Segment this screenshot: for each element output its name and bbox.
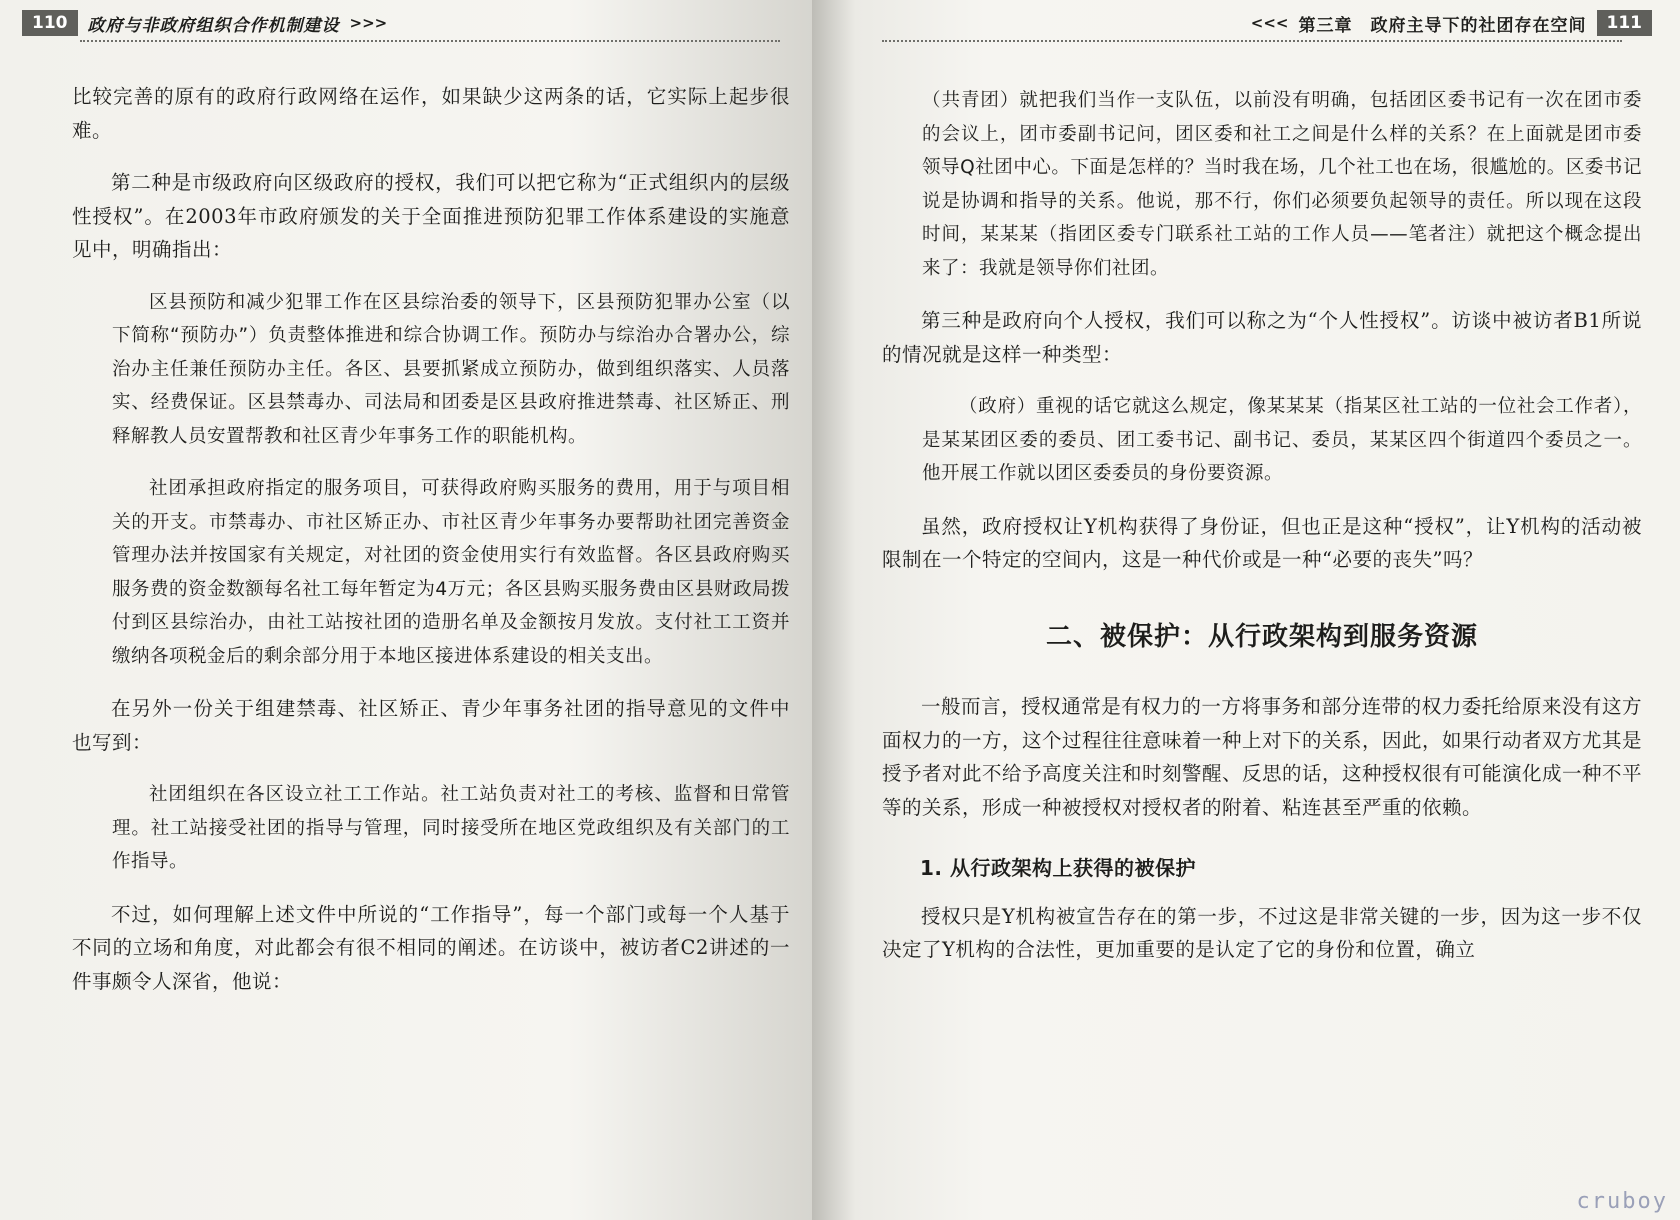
block-quote: 社团承担政府指定的服务项目，可获得政府购买服务的费用，用于与项目相关的开支。市禁毒办、市社区矫正办、市社区青少年事务办要帮助社团完善资金管理办法并按国家有关规定，对社团的资金使用实行有效监督。各区县政府购买服务费的资金数额每名社工每年暂定为4万元；各区县购买服务费由区县财政局拨付到区县综治办，由社工站按社团的造册名单及金额按月发放。支付社工工资并缴纳各项税金后的剩余部分用于本地区接进体系建设的相关支出。 [112,478,790,667]
left-page-number: 110 [22,10,78,36]
right-page-body [882,84,1642,986]
left-header-rule [80,40,780,42]
right-page-number: 111 [1597,10,1653,36]
right-page-header [1251,10,1652,36]
paragraph: 授权只是Y机构被宣告存在的第一步，不过这是非常关键的一步，因为这一步不仅决定了Y机构的合法性，更加重要的是认定了它的身份和位置，确立 [882,904,1642,961]
paragraph: 一般而言，授权通常是有权力的一方将事务和部分连带的权力委托给原来没有这方面权力的一方，这个过程往往意味着一种上对下的关系，因此，如果行动者双方尤其是授予者对此不给予高度关注和时刻警醒、反思的话，这种授权很有可能演化成一种不平等的关系，形成一种被授权对授权者的附着、粘连甚至严重的依赖。 [882,695,1643,819]
block-quote: 区县预防和减少犯罪工作在区县综治委的领导下，区县预防犯罪办公室（以下简称“预防办”）负责整体推进和综合协调工作。预防办与综治办合署办公，综治办主任兼任预防办主任。各区、县要抓紧成立预防办，做到组织落实、人员落实、经费保证。区县禁毒办、司法局和团委是区县政府推进禁毒、社区矫正、刑释解教人员安置帮教和社区青少年事务工作的职能机构。 [112,291,790,447]
block-quote: 社团组织在各区设立社工工作站。社工站负责对社工的考核、监督和日常管理。社工站接受社团的指导与管理，同时接受所在地区党政组织及有关部门的工作指导。 [112,784,790,872]
right-header-rule [882,40,1622,42]
left-page-body [72,80,790,1017]
left-page-header [22,10,387,36]
right-page [812,0,1680,1220]
block-quote: （政府）重视的话它就这么规定，像某某某（指某区社工站的一位社会工作者），是某某团区委的委员、团工委书记、副书记、委员，某某区四个街道四个委员之一。他开展工作就以团区委委员的身份要资源。 [922,396,1642,484]
left-page [0,0,812,1220]
section-title: 二、被保护：从行政架构到服务资源 [1045,621,1478,652]
left-running-title: 政府与非政府组织合作机制建设 [87,15,340,36]
subsection-title: 1. 从行政架构上获得的被保护 [920,856,1196,880]
paragraph: 第二种是市级政府向区级政府的授权，我们可以把它称为“正式组织内的层级性授权”。在2003年市政府颁发的关于全面推进预防犯罪工作体系建设的实施意见中，明确指出： [72,171,790,261]
paragraph: 虽然，政府授权让Y机构获得了身份证，但也正是这种“授权”，让Y机构的活动被限制在一个特定的空间内，这是一种代价或是一种“必要的丧失”吗？ [882,514,1642,571]
right-running-title: 第三章 政府主导下的社团存在空间 [1298,15,1587,36]
paragraph: 第三种是政府向个人授权，我们可以称之为“个人性授权”。访谈中被访者B1所说的情况就是这样一种类型： [882,309,1642,366]
right-header-mark: <<< [1250,14,1289,32]
paragraph: 不过，如何理解上述文件中所说的“工作指导”，每一个部门或每一个人基于不同的立场和角度，对此都会有很不相同的阐述。在访谈中，被访者C2讲述的一件事颇令人深省，他说： [72,902,790,993]
left-header-mark: >>> [349,14,388,32]
paragraph: 比较完善的原有的政府行政网络在运作，如果缺少这两条的话，它实际上起步很难。 [72,85,790,142]
block-quote: （共青团）就把我们当作一支队伍，以前没有明确，包括团区委书记有一次在团市委的会议上，团市委副书记问，团区委和社工之间是什么样的关系？在上面就是团市委领导Q社团中心。下面是怎样的？当时我在场，几个社工也在场，很尴尬的。区委书记说是协调和指导的关系。他说，那不行，你们必须要负起领导的责任。所以现在这段时间，某某某（指团区委专门联系社工站的工作人员——笔者注）就把这个概念提出来了：我就是领导你们社团。 [922,90,1642,279]
paragraph: 在另外一份关于组建禁毒、社区矫正、青少年事务社团的指导意见的文件中也写到： [72,697,790,754]
scan-watermark: cruboy [1576,1189,1668,1214]
